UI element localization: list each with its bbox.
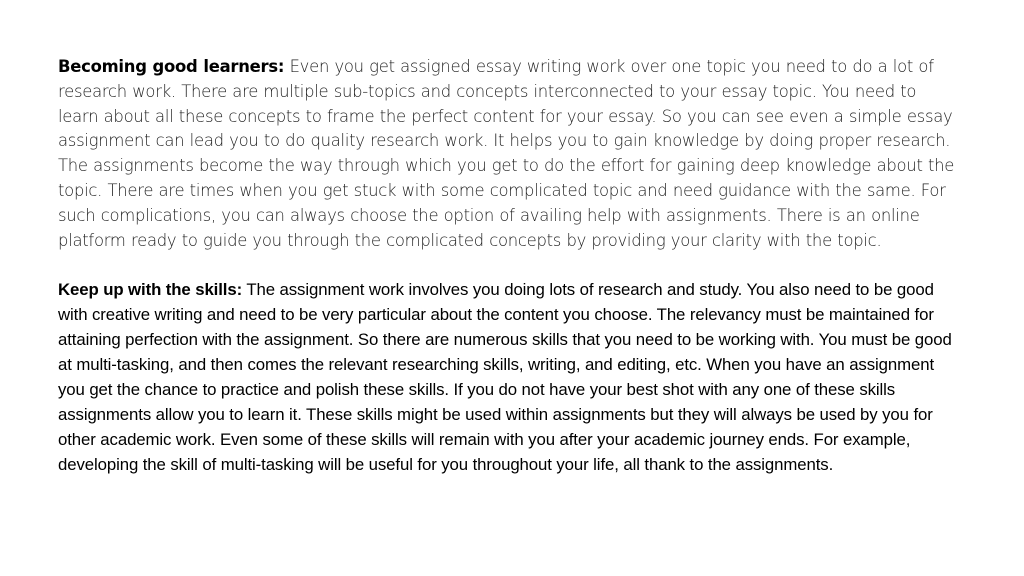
paragraph-heading: Keep up with the skills: [58,280,243,300]
slide-content [58,55,958,478]
paragraph-becoming-good-learners [58,55,958,253]
paragraph-keep-up-with-skills [58,278,958,477]
paragraph-body: The assignment work involves you doing lots of research and study. You also need to be good with creative writing and need to be very particular about the content you choose. The relevancy must be maintained for attaining perfection with the assignment. So there are numerous skills that you need to be working with. You must be good at multi-tasking, and then comes the relevant researching skills, writing, and editing, etc. When you have an assignment you get the chance to practice and polish these skills. If you do not have your best shot with any one of these skills assignments allow you to learn it. These skills might be used within assignments but they will always be used by you for other academic work. Even some of these skills will remain with you after your academic journey ends. For example, developing the skill of multi-tasking will be useful for you throughout your life, all thank to the assignments. [58,280,952,474]
paragraph-heading: Becoming good learners: [58,57,285,76]
paragraph-body: Even you get assigned essay writing work over one topic you need to do a lot of research work. There are multiple sub-topics and concepts interconnected to your essay topic. You need to learn about all these concepts to frame the perfect content for your essay. So you can see even a simple essay assignment can lead you to do quality research work. It helps you to gain knowledge by doing proper research. The assignments become the way through which you get to do the effort for gaining deep knowledge about the topic. There are times when you get stuck with some complicated topic and need guidance with the same. For such complications, you can always choose the option of availing help with assignments. There is an online platform ready to guide you through the complicated concepts by providing your clarity with the topic. [58,57,955,250]
